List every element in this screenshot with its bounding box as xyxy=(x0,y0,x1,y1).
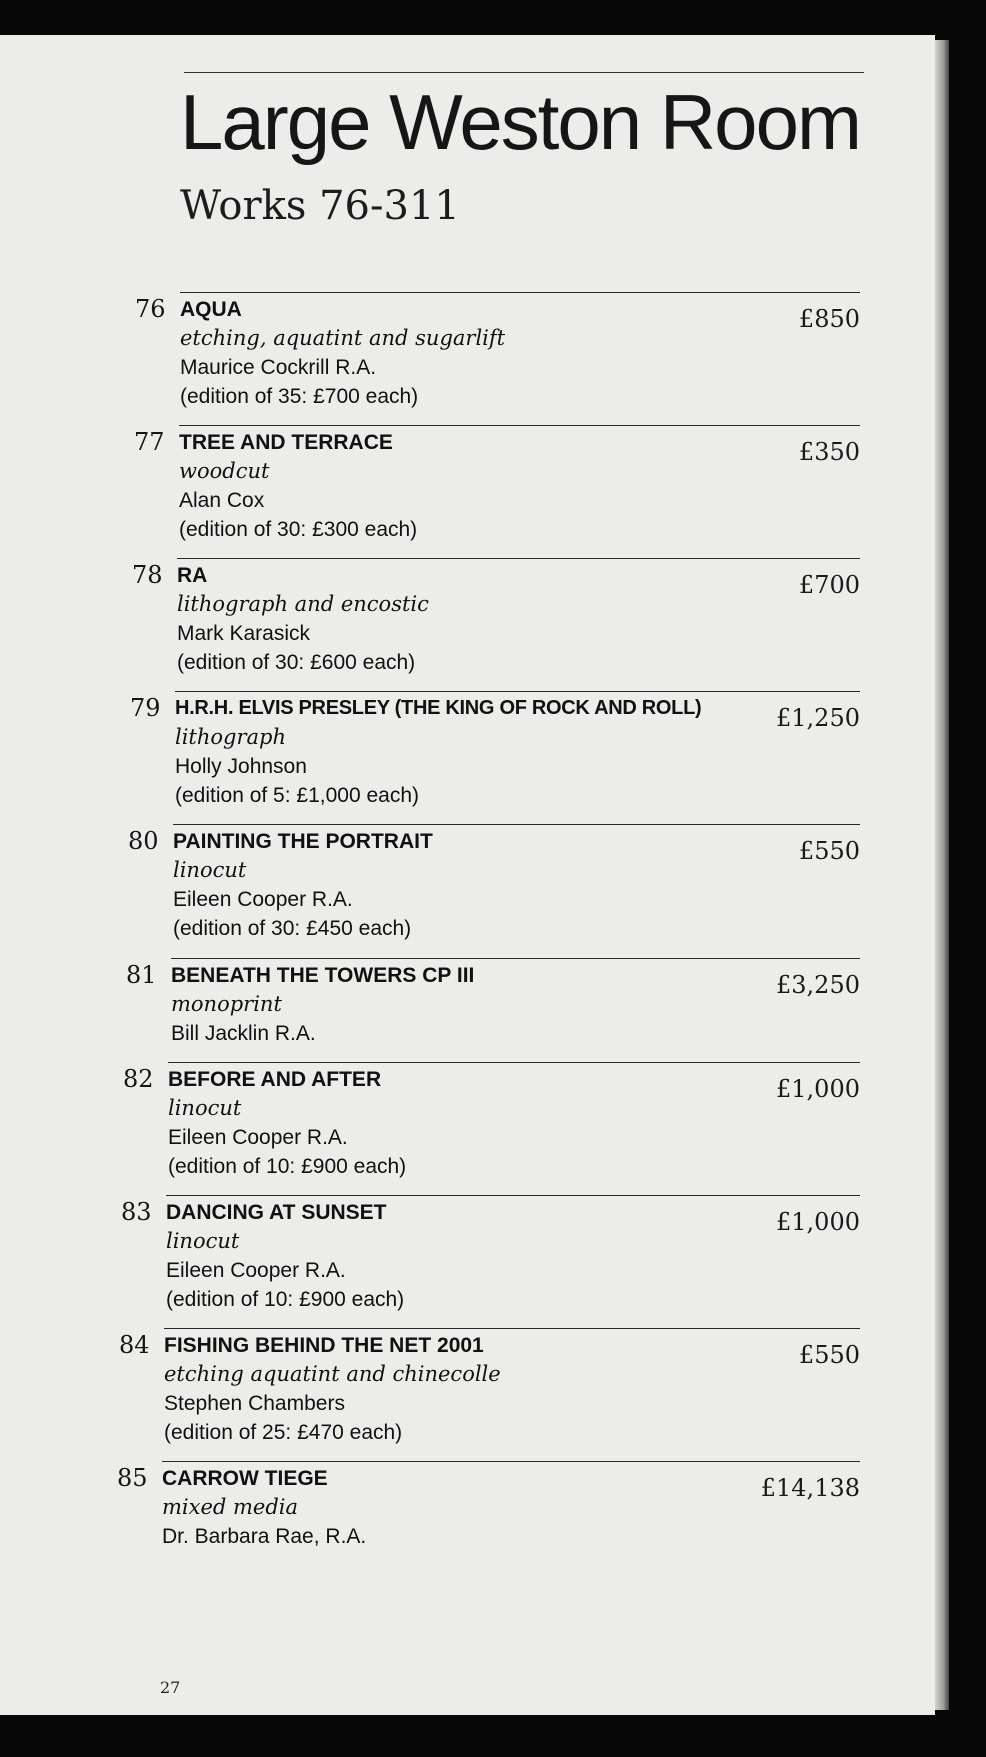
entry-medium: linocut xyxy=(166,1229,240,1253)
entry-edition: (edition of 25: £470 each) xyxy=(164,1421,403,1444)
entry-edition: (edition of 10: £900 each) xyxy=(168,1155,407,1178)
entry-price: £1,000 xyxy=(776,1075,860,1103)
catalogue-entry xyxy=(119,1328,860,1461)
header-rule xyxy=(184,72,864,73)
entry-price: £850 xyxy=(798,305,860,333)
entry-title: BEFORE AND AFTER xyxy=(168,1068,382,1091)
entry-title: TREE AND TERRACE xyxy=(179,431,393,454)
catalogue-entry xyxy=(123,1062,860,1195)
entry-price: £1,250 xyxy=(776,704,860,732)
entry-price: £550 xyxy=(798,1341,860,1369)
entry-number: 82 xyxy=(123,1065,154,1093)
entry-number: 83 xyxy=(121,1198,152,1226)
catalogue-entry xyxy=(130,691,860,824)
entry-artist: Eileen Cooper R.A. xyxy=(173,888,353,911)
entry-medium: lithograph and encostic xyxy=(177,592,429,616)
page-subtitle: Works 76-311 xyxy=(180,183,460,229)
page-edge xyxy=(935,40,949,1710)
entry-title: DANCING AT SUNSET xyxy=(166,1201,387,1224)
entry-medium: woodcut xyxy=(179,459,270,483)
entry-edition: (edition of 30: £300 each) xyxy=(179,518,418,541)
entry-number: 85 xyxy=(117,1464,148,1492)
entry-price: £1,000 xyxy=(776,1208,860,1236)
entry-price: £3,250 xyxy=(776,971,860,999)
entry-artist: Eileen Cooper R.A. xyxy=(168,1126,348,1149)
entry-medium: etching aquatint and chinecolle xyxy=(164,1362,501,1386)
entry-title: RA xyxy=(177,564,208,587)
catalogue-entry xyxy=(132,558,860,691)
catalogue-entry xyxy=(135,292,860,425)
entry-artist: Dr. Barbara Rae, R.A. xyxy=(162,1525,367,1548)
entry-medium: mixed media xyxy=(162,1495,299,1519)
catalogue-entry xyxy=(121,1195,860,1328)
entry-edition: (edition of 30: £450 each) xyxy=(173,917,412,940)
catalogue-entry xyxy=(117,1461,860,1565)
entry-number: 76 xyxy=(135,295,166,323)
entry-artist: Maurice Cockrill R.A. xyxy=(180,356,377,379)
catalogue-entry xyxy=(126,958,860,1062)
entry-title: BENEATH THE TOWERS CP III xyxy=(171,964,475,987)
entry-price: £14,138 xyxy=(760,1474,860,1502)
entry-medium: linocut xyxy=(173,858,247,882)
entry-edition: (edition of 10: £900 each) xyxy=(166,1288,405,1311)
entry-number: 80 xyxy=(128,827,159,855)
entry-edition: (edition of 5: £1,000 each) xyxy=(175,784,420,807)
entry-edition: (edition of 35: £700 each) xyxy=(180,385,419,408)
entry-number: 81 xyxy=(126,961,157,989)
page-number: 27 xyxy=(160,1678,181,1697)
entry-medium: lithograph xyxy=(175,725,287,749)
entry-edition: (edition of 30: £600 each) xyxy=(177,651,416,674)
entry-number: 77 xyxy=(134,428,165,456)
entry-price: £550 xyxy=(798,837,860,865)
entry-number: 84 xyxy=(119,1331,150,1359)
entry-artist: Stephen Chambers xyxy=(164,1392,345,1415)
entry-number: 79 xyxy=(130,694,161,722)
entry-price: £700 xyxy=(798,571,860,599)
entry-artist: Eileen Cooper R.A. xyxy=(166,1259,346,1282)
entry-medium: monoprint xyxy=(171,992,282,1016)
entry-medium: linocut xyxy=(168,1096,242,1120)
entry-title: AQUA xyxy=(180,298,242,321)
catalogue-entry xyxy=(128,824,860,958)
catalogue-entry xyxy=(134,425,860,558)
catalogue-page xyxy=(0,35,935,1715)
entry-title: H.R.H. ELVIS PRESLEY (THE KING OF ROCK AND ROLL) xyxy=(175,697,702,719)
page-title: Large Weston Room xyxy=(180,78,860,166)
entry-price: £350 xyxy=(798,438,860,466)
entry-title: FISHING BEHIND THE NET 2001 xyxy=(164,1334,484,1357)
entry-title: PAINTING THE PORTRAIT xyxy=(173,830,433,853)
entry-title: CARROW TIEGE xyxy=(162,1467,328,1490)
entry-medium: etching, aquatint and sugarlift xyxy=(180,326,506,350)
entry-list xyxy=(117,292,860,1565)
entry-artist: Alan Cox xyxy=(179,489,265,512)
entry-artist: Mark Karasick xyxy=(177,622,311,645)
entry-number: 78 xyxy=(132,561,163,589)
entry-artist: Holly Johnson xyxy=(175,755,307,778)
entry-artist: Bill Jacklin R.A. xyxy=(171,1022,316,1045)
page-header xyxy=(180,72,864,229)
